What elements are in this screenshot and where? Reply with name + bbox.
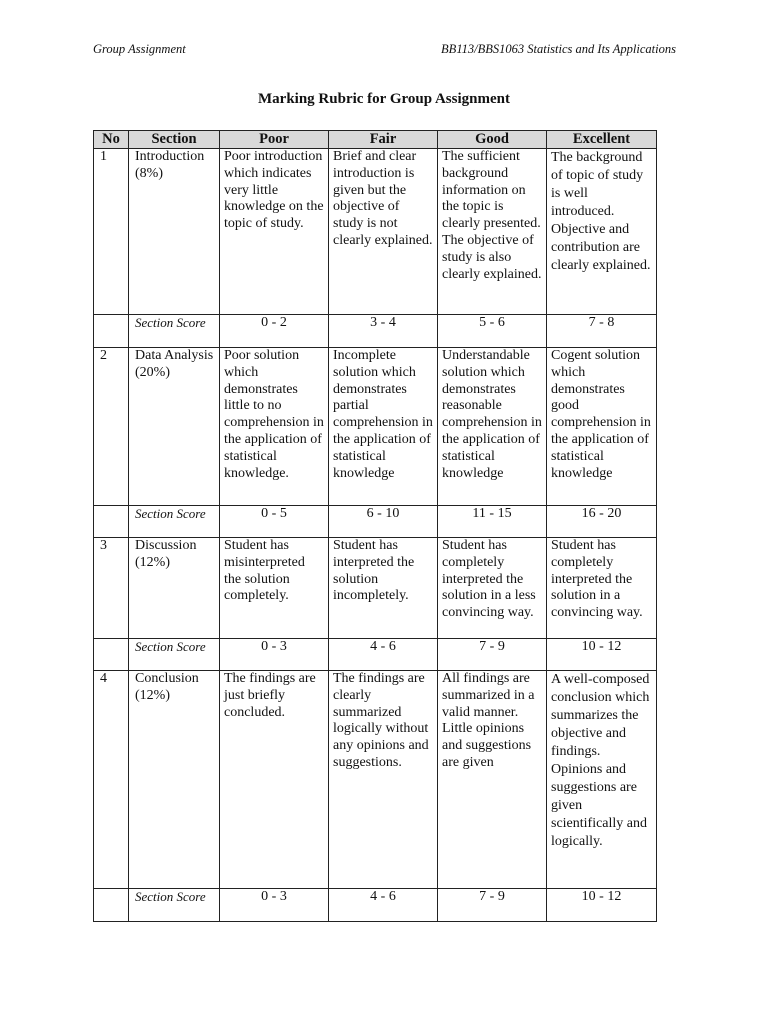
- header-course-code: BB113/BBS1063 Statistics and Its Applications: [441, 42, 676, 56]
- criteria-poor: Student has misinterpreted the solution completely.: [220, 538, 329, 639]
- score-excellent: 7 - 8: [547, 315, 657, 348]
- criteria-good: Student has completely interpreted the solution in a less convincing way.: [438, 538, 547, 639]
- criteria-fair: The findings are clearly summarized logically without any opinions and suggestions.: [329, 671, 438, 889]
- score-good: 7 - 9: [438, 889, 547, 922]
- page-header: [93, 42, 676, 57]
- document-title: Marking Rubric for Group Assignment: [258, 91, 510, 107]
- score-poor: 0 - 2: [220, 315, 329, 348]
- criteria-fair: Student has interpreted the solution incompletely.: [329, 538, 438, 639]
- score-excellent: 10 - 12: [547, 889, 657, 922]
- score-row: [94, 315, 657, 348]
- marking-rubric-table: [93, 130, 657, 922]
- criteria-fair: Incomplete solution which demonstrates partial comprehension in the application of statistical knowledge: [329, 348, 438, 506]
- score-good: 5 - 6: [438, 315, 547, 348]
- table-row: [94, 671, 657, 889]
- row-number: 1: [94, 149, 129, 315]
- section-score-label: Section Score: [129, 889, 220, 922]
- criteria-good: Understandable solution which demonstrates reasonable comprehension in the application of statistical knowledge: [438, 348, 547, 506]
- score-fair: 3 - 4: [329, 315, 438, 348]
- section-name: Conclusion (12%): [129, 671, 220, 889]
- table-row: [94, 149, 657, 315]
- table-row: [94, 348, 657, 506]
- section-name: Introduction (8%): [129, 149, 220, 315]
- row-number: 4: [94, 671, 129, 889]
- column-header-poor: Poor: [220, 131, 329, 149]
- header-course-type: Group Assignment: [93, 42, 186, 56]
- section-name: Discussion (12%): [129, 538, 220, 639]
- section-score-label: Section Score: [129, 315, 220, 348]
- score-good: 11 - 15: [438, 506, 547, 538]
- column-header-section: Section: [129, 131, 220, 149]
- row-number: 3: [94, 538, 129, 639]
- score-fair: 6 - 10: [329, 506, 438, 538]
- score-excellent: 10 - 12: [547, 639, 657, 671]
- section-name: Data Analysis (20%): [129, 348, 220, 506]
- table-row: [94, 538, 657, 639]
- criteria-excellent: Cogent solution which demonstrates good comprehension in the application of statistical knowledge: [547, 348, 657, 506]
- score-poor: 0 - 3: [220, 889, 329, 922]
- row-number: 2: [94, 348, 129, 506]
- column-header-fair: Fair: [329, 131, 438, 149]
- criteria-excellent: The background of topic of study is well introduced. Objective and contribution are clearly explained.: [547, 149, 657, 315]
- criteria-poor: The findings are just briefly concluded.: [220, 671, 329, 889]
- table-header-row: [94, 131, 657, 149]
- score-good: 7 - 9: [438, 639, 547, 671]
- score-fair: 4 - 6: [329, 889, 438, 922]
- criteria-poor: Poor solution which demonstrates little to no comprehension in the application of statistical knowledge.: [220, 348, 329, 506]
- criteria-good: The sufficient background information on the topic is clearly presented. The objective of study is also clearly explained.: [438, 149, 547, 315]
- section-score-label: Section Score: [129, 639, 220, 671]
- score-excellent: 16 - 20: [547, 506, 657, 538]
- section-score-label: Section Score: [129, 506, 220, 538]
- criteria-excellent: Student has completely interpreted the solution in a convincing way.: [547, 538, 657, 639]
- score-poor: 0 - 3: [220, 639, 329, 671]
- criteria-good: All findings are summarized in a valid manner. Little opinions and suggestions are given: [438, 671, 547, 889]
- column-header-good: Good: [438, 131, 547, 149]
- score-row: [94, 506, 657, 538]
- score-row: [94, 639, 657, 671]
- column-header-excellent: Excellent: [547, 131, 657, 149]
- criteria-excellent: A well-composed conclusion which summarizes the objective and findings. Opinions and suggestions are given scientifically and logically.: [547, 671, 657, 889]
- column-header-no: No: [94, 131, 129, 149]
- score-poor: 0 - 5: [220, 506, 329, 538]
- score-row: [94, 889, 657, 922]
- score-fair: 4 - 6: [329, 639, 438, 671]
- criteria-poor: Poor introduction which indicates very little knowledge on the topic of study.: [220, 149, 329, 315]
- criteria-fair: Brief and clear introduction is given but the objective of study is not clearly explained.: [329, 149, 438, 315]
